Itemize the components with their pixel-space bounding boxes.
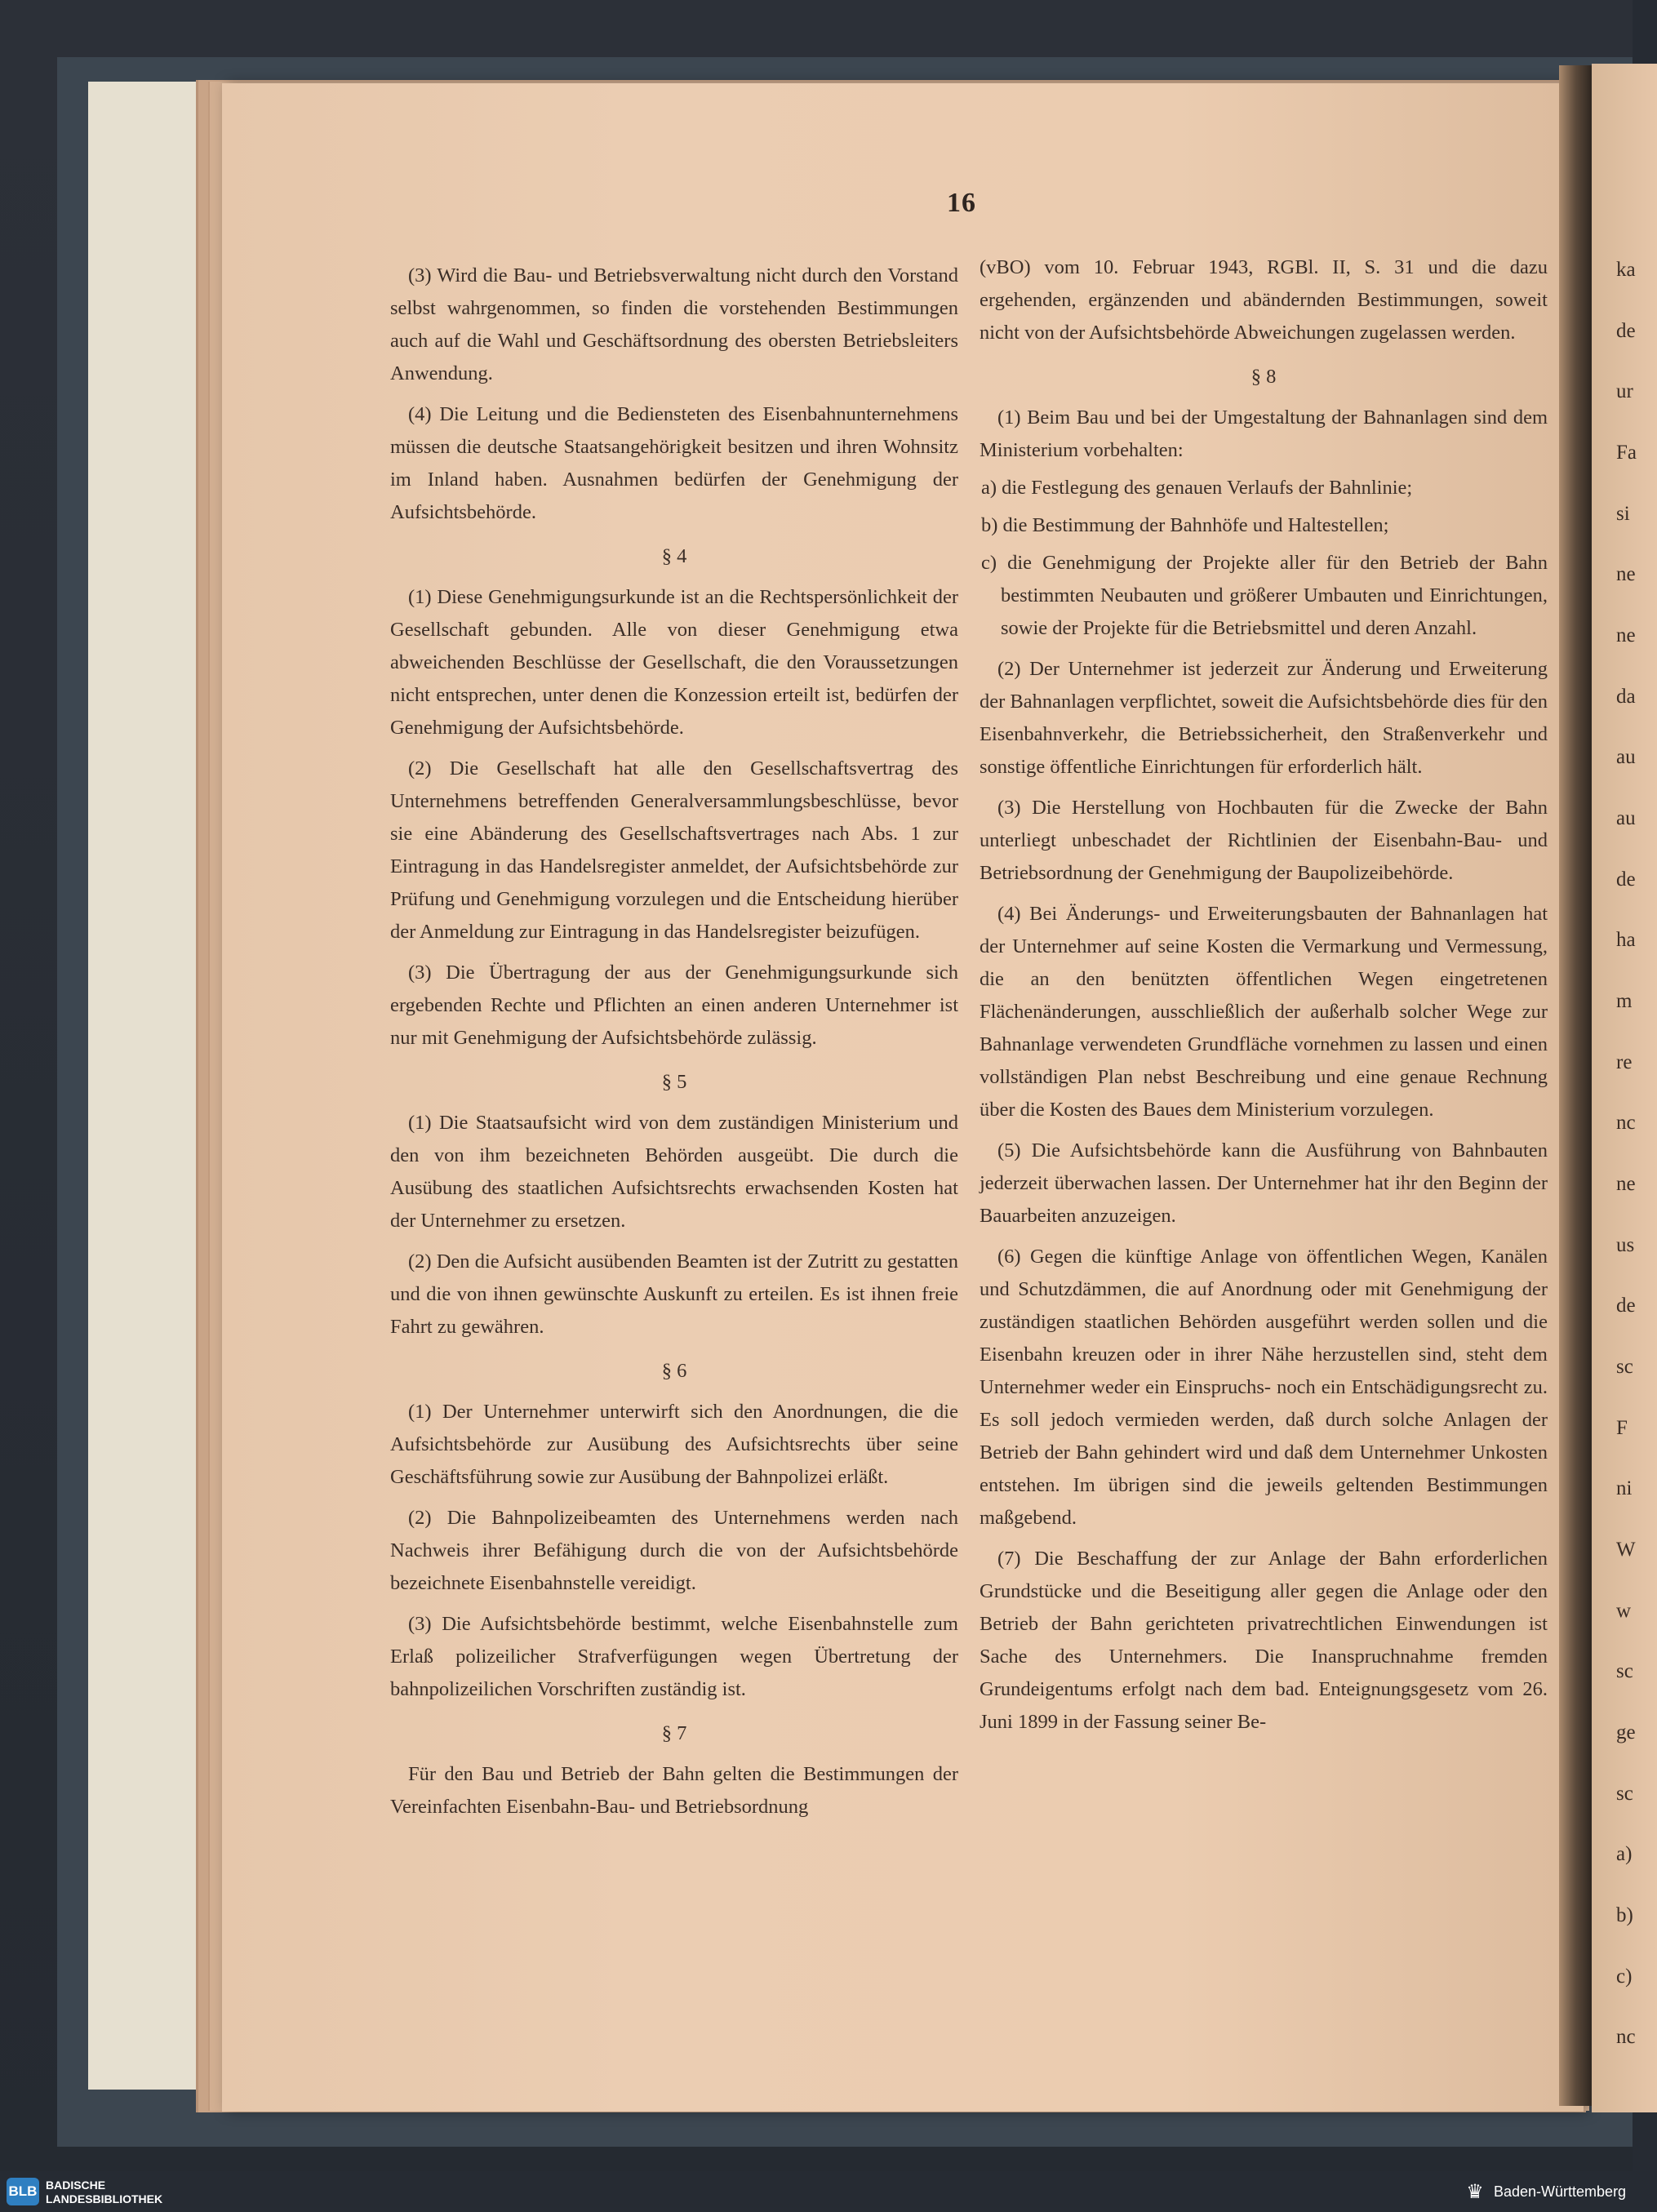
next-page-fragment: nc bbox=[1616, 2026, 1636, 2049]
next-page-fragment: de bbox=[1616, 319, 1636, 342]
next-page-fragment: au bbox=[1616, 807, 1636, 829]
section-heading: § 8 bbox=[1251, 366, 1277, 388]
next-page-fragment: re bbox=[1616, 1050, 1633, 1073]
paragraph: (6) Gegen die künftige Anlage von öffentlichen Wegen, Kanälen und Schutzdämmen, die auf Anordnung oder mit Genehmigung der zuständigen staatlichen Behörden ausgeführt werden sollen und die Eisenbahn kreuzen oder in ihrer Nähe herzustellen sind, steht dem Unternehmer weder ein Einspruchs- noch ein Entschädigungsrecht zu. Es soll jedoch vermieden werden, daß durch solche Anlagen der Betrieb der Bahn gehindert wird und daß dem Unternehmer Unkosten entstehen. Im übrigen sind die jeweils geltenden Bestimmungen maßgebend. bbox=[980, 1246, 1548, 1529]
left-text-column bbox=[390, 251, 958, 1823]
next-page-fragment: c) bbox=[1616, 1965, 1633, 1988]
next-page-fragment: nc bbox=[1616, 1112, 1636, 1135]
right-text-column bbox=[980, 251, 1548, 1739]
paragraph: (3) Die Übertragung der aus der Genehmigungsurkunde sich ergebenden Rechte und Pflichten an einen anderen Unternehmer ist nur mit Genehmigung der Aufsichtsbehörde zulässig. bbox=[390, 962, 958, 1049]
paragraph: (3) Die Herstellung von Hochbauten für die Zwecke der Bahn unterliegt unbeschadet der Richtlinien der Eisenbahn-Bau- und Betriebsordnung der Genehmigung der Baupolizeibehörde. bbox=[980, 797, 1548, 884]
next-page-fragment: ne bbox=[1616, 1173, 1636, 1195]
section-heading: § 4 bbox=[661, 545, 687, 567]
blb-logo-icon: BLB bbox=[7, 2178, 39, 2205]
next-page-fragment: da bbox=[1616, 685, 1636, 708]
next-page-fragment: ne bbox=[1616, 563, 1636, 586]
baden-wuerttemberg-logo-text: Baden-Württemberg bbox=[1494, 2183, 1627, 2200]
paragraph: (7) Die Beschaffung der zur Anlage der Bahn erforderlichen Grundstücke und die Beseitigung aller gegen die Anlage oder den Betrieb der Bahn gerichteten privatrechtlichen Einwendungen ist Sache des Unternehmers. Die Inanspruchnahme fremden Grundeigentums erfolgt nach dem bad. Enteignungsgesetz vom 26. Juni 1899 in der Fassung seiner Be- bbox=[980, 1548, 1548, 1733]
page-number: 16 bbox=[947, 188, 976, 218]
next-page-fragment: sc bbox=[1616, 1660, 1633, 1683]
section-heading: § 5 bbox=[661, 1071, 687, 1093]
paragraph: (vBO) vom 10. Februar 1943, RGBl. II, S. 31 und die dazu ergehenden, ergänzenden und abändernden Bestimmungen, soweit nicht von der Aufsichtsbehörde Abweichungen zugelassen werden. bbox=[980, 256, 1548, 344]
paragraph: (3) Wird die Bau- und Betriebsverwaltung nicht durch den Vorstand selbst wahrgenommen, so finden die vorstehenden Bestimmungen auch auf die Wahl und Geschäftsordnung des obersten Betriebsleiters Anwendung. bbox=[390, 264, 958, 384]
next-page-fragment: ka bbox=[1616, 259, 1636, 281]
paragraph: (4) Bei Änderungs- und Erweiterungsbauten der Bahnanlagen hat der Unternehmer auf seine Kosten die Vermarkung und Vermessung, die an den benützten öffentlichen Wegen eingetretenen Flächenänderungen, ausschließlich der außerhalb solcher Wege zur Bahnanlage verwendeten Grundfläche vornehmen zu lassen und einen vollständigen Plan nebst Beschreibung und eine genaue Rechnung über die Kosten des Baues dem Ministerium vorzulegen. bbox=[980, 903, 1548, 1121]
paragraph: (4) Die Leitung und die Bediensteten des Eisenbahnunternehmens müssen die deutsche Staatsangehörigkeit besitzen und ihren Wohnsitz im Inland haben. Ausnahmen bedürfen der Genehmigung der Aufsichtsbehörde. bbox=[390, 403, 958, 523]
blb-logo-line1: BADISCHE bbox=[46, 2179, 106, 2192]
next-page-fragment: ha bbox=[1616, 929, 1636, 952]
next-page-fragment: a) bbox=[1616, 1843, 1633, 1866]
paragraph: (1) Beim Bau und bei der Umgestaltung der Bahnanlagen sind dem Ministerium vorbehalten: bbox=[980, 406, 1548, 461]
blb-logo-line2: LANDESBIBLIOTHEK bbox=[46, 2192, 163, 2205]
next-page-fragment: m bbox=[1616, 990, 1633, 1012]
next-page-fragment: us bbox=[1616, 1233, 1635, 1256]
paragraph: (1) Der Unternehmer unterwirft sich den Anordnungen, die die Aufsichtsbehörde zur Ausübung des Aufsichtsrechts über seine Geschäftsführung sowie zur Ausübung der Bahnpolizei erläßt. bbox=[390, 1401, 958, 1488]
paragraph: (2) Den die Aufsicht ausübenden Beamten ist der Zutritt zu gestatten und die von ihnen gewünschte Auskunft zu erteilen. Es ist ihnen freie Fahrt zu gewähren. bbox=[390, 1250, 958, 1338]
paragraph: (5) Die Aufsichtsbehörde kann die Ausführung von Bahnbauten jederzeit überwachen lassen. Der Unternehmer hat ihr den Beginn der Bauarbeiten anzuzeigen. bbox=[980, 1139, 1548, 1227]
next-page-edge bbox=[1592, 64, 1657, 2112]
baden-wuerttemberg-lions-icon: ♛ bbox=[1466, 2180, 1484, 2203]
paragraph: (2) Der Unternehmer ist jederzeit zur Änderung und Erweiterung der Bahnanlagen verpflichtet, soweit die Aufsichtsbehörde dies für den Eisenbahnverkehr, die Betriebssicherheit, den Straßenverkehr und sonstige öffentliche Einrichtungen für erforderlich hält. bbox=[980, 658, 1548, 778]
paragraph: (3) Die Aufsichtsbehörde bestimmt, welche Eisenbahnstelle zum Erlaß polizeilicher Strafverfügungen wegen Übertretung der bahnpolizeilichen Vorschriften zuständig ist. bbox=[390, 1613, 958, 1700]
paragraph: (2) Die Bahnpolizeibeamten des Unternehmens werden nach Nachweis ihrer Befähigung durch die von der Aufsichtsbehörde bezeichnete Eisenbahnstelle vereidigt. bbox=[390, 1507, 958, 1594]
next-page-fragment: ge bbox=[1616, 1721, 1636, 1743]
paragraph: Für den Bau und Betrieb der Bahn gelten die Bestimmungen der Vereinfachten Eisenbahn-Bau- und Betriebsordnung bbox=[390, 1763, 958, 1818]
next-page-fragment: sc bbox=[1616, 1356, 1633, 1378]
next-page-fragment: de bbox=[1616, 868, 1636, 891]
list-item: a) die Festlegung des genauen Verlaufs der Bahnlinie; bbox=[981, 477, 1413, 499]
next-page-fragment: sc bbox=[1616, 1782, 1633, 1805]
paragraph: (1) Diese Genehmigungsurkunde ist an die Rechtspersönlichkeit der Gesellschaft gebunden. Alle von dieser Genehmigung etwa abweichenden Beschlüsse der Gesellschaft, die den Voraussetzungen nicht entsprechen, unter denen die Konzession erteilt ist, bedürfen der Genehmigung der Aufsichtsbehörde. bbox=[390, 586, 958, 739]
book-gutter bbox=[1559, 65, 1592, 2106]
next-page-fragment: b) bbox=[1616, 1904, 1633, 1926]
next-page-fragment: Fa bbox=[1616, 442, 1637, 464]
next-page-fragment: si bbox=[1616, 502, 1630, 525]
next-page-fragment: w bbox=[1616, 1599, 1632, 1622]
next-page-fragment: F bbox=[1616, 1416, 1628, 1439]
list-item: c) die Genehmigung der Projekte aller für den Betrieb der Bahn bestimmten Neubauten und größerer Umbauten und Einrichtungen, sowie der Projekte für die Betriebsmittel und deren Anzahl. bbox=[981, 552, 1548, 639]
next-page-fragment: W bbox=[1616, 1539, 1636, 1561]
paragraph: (1) Die Staatsaufsicht wird von dem zuständigen Ministerium und den von ihm bezeichneten Behörden ausgeübt. Die durch die Ausübung des staatlichen Aufsichtsrechts erwachsenden Kosten hat der Unternehmer zu ersetzen. bbox=[390, 1112, 958, 1232]
blb-logo-text bbox=[46, 2179, 162, 2206]
next-page-fragment: ni bbox=[1616, 1477, 1633, 1500]
paragraph: (2) Die Gesellschaft hat alle den Gesellschaftsvertrag des Unternehmens betreffenden Generalversammlungsbeschlüsse, bevor sie eine Abänderung des Gesellschaftsvertrages nach Abs. 1 zur Eintragung in das Handelsregister anmeldet, der Aufsichtsbehörde zur Prüfung und Genehmigung vorzulegen und die Entscheidung hierüber der Anmeldung zur Eintragung in das Handelsregister beizufügen. bbox=[390, 757, 958, 943]
list-item: b) die Bestimmung der Bahnhöfe und Haltestellen; bbox=[981, 514, 1389, 536]
viewer-footer bbox=[0, 2171, 1633, 2212]
section-heading: § 7 bbox=[661, 1722, 687, 1744]
section-heading: § 6 bbox=[661, 1360, 687, 1382]
next-page-fragment: au bbox=[1616, 746, 1636, 769]
next-page-fragment: ne bbox=[1616, 624, 1636, 646]
next-page-fragment: ur bbox=[1616, 380, 1633, 403]
next-page-fragment: de bbox=[1616, 1295, 1636, 1317]
